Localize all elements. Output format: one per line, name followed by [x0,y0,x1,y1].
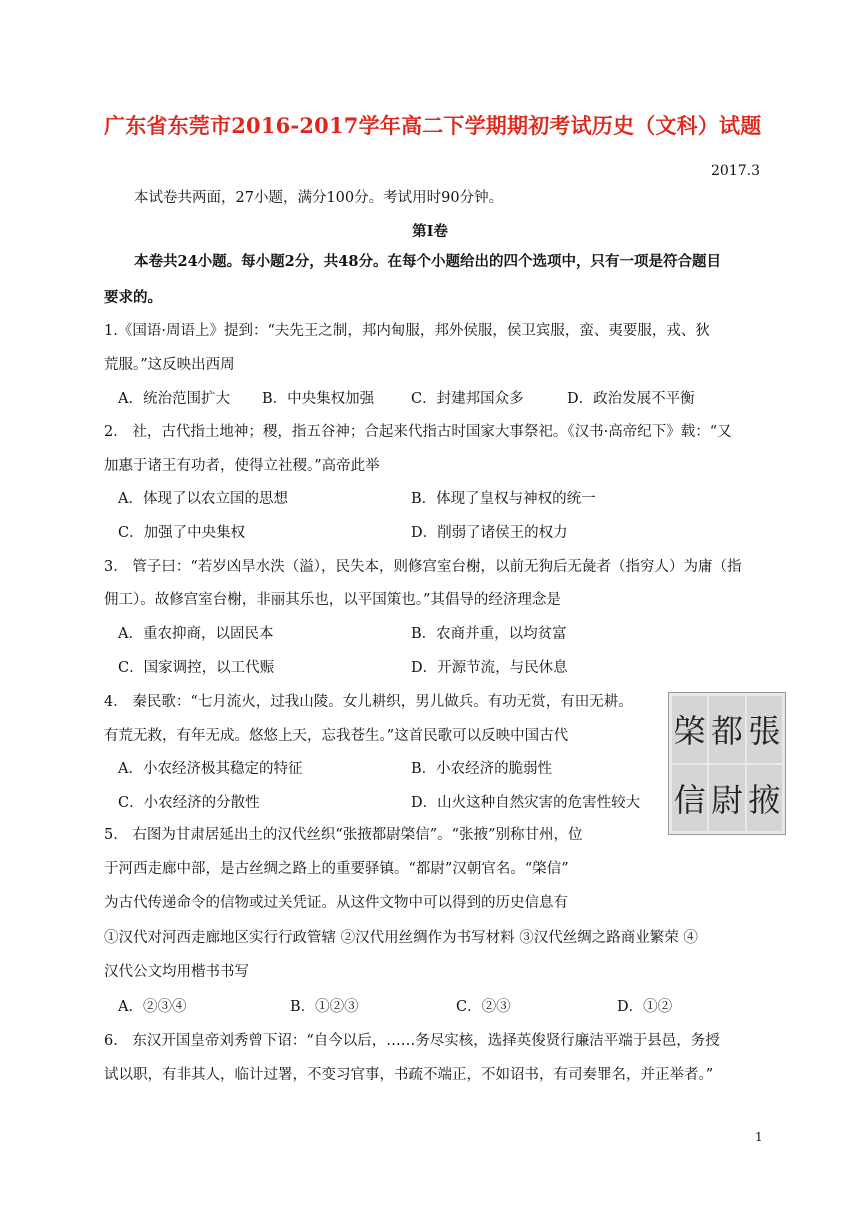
q4-option-c: C．小农经济的分散性 [118,795,260,811]
seal-image [668,692,786,835]
q1-option-c: C．封建邦国众多 [411,391,524,407]
q4-option-a: A．小农经济极其稳定的特征 [118,761,303,777]
section-heading: 第Ⅰ卷 [412,223,448,240]
intro-text: 本试卷共两面，27小题，满分100分。考试用时90分钟。 [134,190,504,206]
q5-option-c: C．②③ [456,999,511,1015]
q2-option-d: D．削弱了诸侯王的权力 [411,525,568,541]
q1-stem-line-2: 荒服。”这反映出西周 [104,357,235,373]
q5-stem-line-2: 于河西走廊中部，是古丝绸之路上的重要驿镇。“都尉”汉朝官名。“棨信” [104,861,569,877]
q1-stem-line-1: 1.《国语·周语上》提到：“夫先王之制，邦内甸服，邦外侯服，侯卫宾服，蛮、夷要服，戎、狄 [104,323,710,339]
exam-date: 2017.3 [711,163,760,179]
seal-glyph: 尉 [709,765,744,832]
q2-option-b: B．体现了皇权与神权的统一 [411,491,596,507]
q3-option-c: C．国家调控，以工代赈 [118,660,275,676]
q2-stem-line-2: 加惠于诸王有功者，使得立社稷。”高帝此举 [104,458,380,474]
q1-option-a: A．统治范围扩大 [118,391,230,407]
instructions-line-2: 要求的。 [104,289,162,306]
q5-stem-line-1: 5． 右图为甘肃居延出土的汉代丝织“张掖都尉棨信”。“张掖”别称甘州，位 [104,827,583,843]
q3-stem-line-2: 佣工）。故修宫室台榭，非丽其乐也，以平国策也。”其倡导的经济理念是 [104,592,561,608]
q3-stem-line-1: 3． 管子曰：“若岁凶旱水泆（溢），民失本，则修宫室台榭，以前无狗后无彘者（指穷人）为庸（指 [104,559,742,575]
q2-stem-line-1: 2． 社，古代指土地神；稷，指五谷神；合起来代指古时国家大事祭祀。《汉书·高帝纪下》载：“又 [104,424,732,440]
q3-option-b: B．农商并重，以均贫富 [411,626,567,642]
q1-option-b: B．中央集权加强 [262,391,375,407]
q5-stem-line-5: 汉代公文均用楷书书写 [104,964,249,980]
q4-option-d: D．山火这种自然灾害的危害性较大 [411,795,641,811]
seal-glyph: 掖 [747,765,782,832]
seal-glyph: 信 [672,765,707,832]
seal-glyph: 都 [709,696,744,763]
q5-stem-line-4: ①汉代对河西走廊地区实行行政管辖 ②汉代用丝绸作为书写材料 ③汉代丝绸之路商业繁荣 ④ [104,930,698,946]
q6-stem-line-1: 6． 东汉开国皇帝刘秀曾下诏：“自今以后，……务尽实核，选择英俊贤行廉洁平端于县邑，务授 [104,1033,720,1049]
q2-option-a: A．体现了以农立国的思想 [118,491,288,507]
page-title: 广东省东莞市2016-2017学年高二下学期期初考试历史（文科）试题 [104,113,762,138]
instructions-line-1: 本卷共24小题。每小题2分，共48分。在每个小题给出的四个选项中，只有一项是符合题目 [134,253,721,270]
q5-option-d: D．①② [617,999,673,1015]
seal-glyph: 張 [747,696,782,763]
q4-stem-line-2: 有荒无救，有年无成。悠悠上天，忘我苍生。”这首民歌可以反映中国古代 [104,728,569,744]
page-number: 1 [755,1130,763,1144]
q4-option-b: B．小农经济的脆弱性 [411,761,553,777]
q4-stem-line-1: 4． 秦民歌：“七月流火，过我山陵。女儿耕织，男儿做兵。有功无赏，有田无耕。 [104,694,633,710]
q3-option-d: D．开源节流，与民休息 [411,660,568,676]
q1-option-d: D．政治发展不平衡 [567,391,695,407]
q2-option-c: C．加强了中央集权 [118,525,246,541]
q3-option-a: A．重农抑商，以固民本 [118,626,274,642]
q5-option-b: B．①②③ [290,999,359,1015]
seal-glyph: 棨 [672,696,707,763]
q5-option-a: A．②③④ [118,999,187,1015]
q6-stem-line-2: 试以职，有非其人，临计过署，不变习官事，书疏不端正，不如诏书，有司奏罪名，并正举者。” [104,1067,714,1083]
q5-stem-line-3: 为古代传递命令的信物或过关凭证。从这件文物中可以得到的历史信息有 [104,895,568,911]
